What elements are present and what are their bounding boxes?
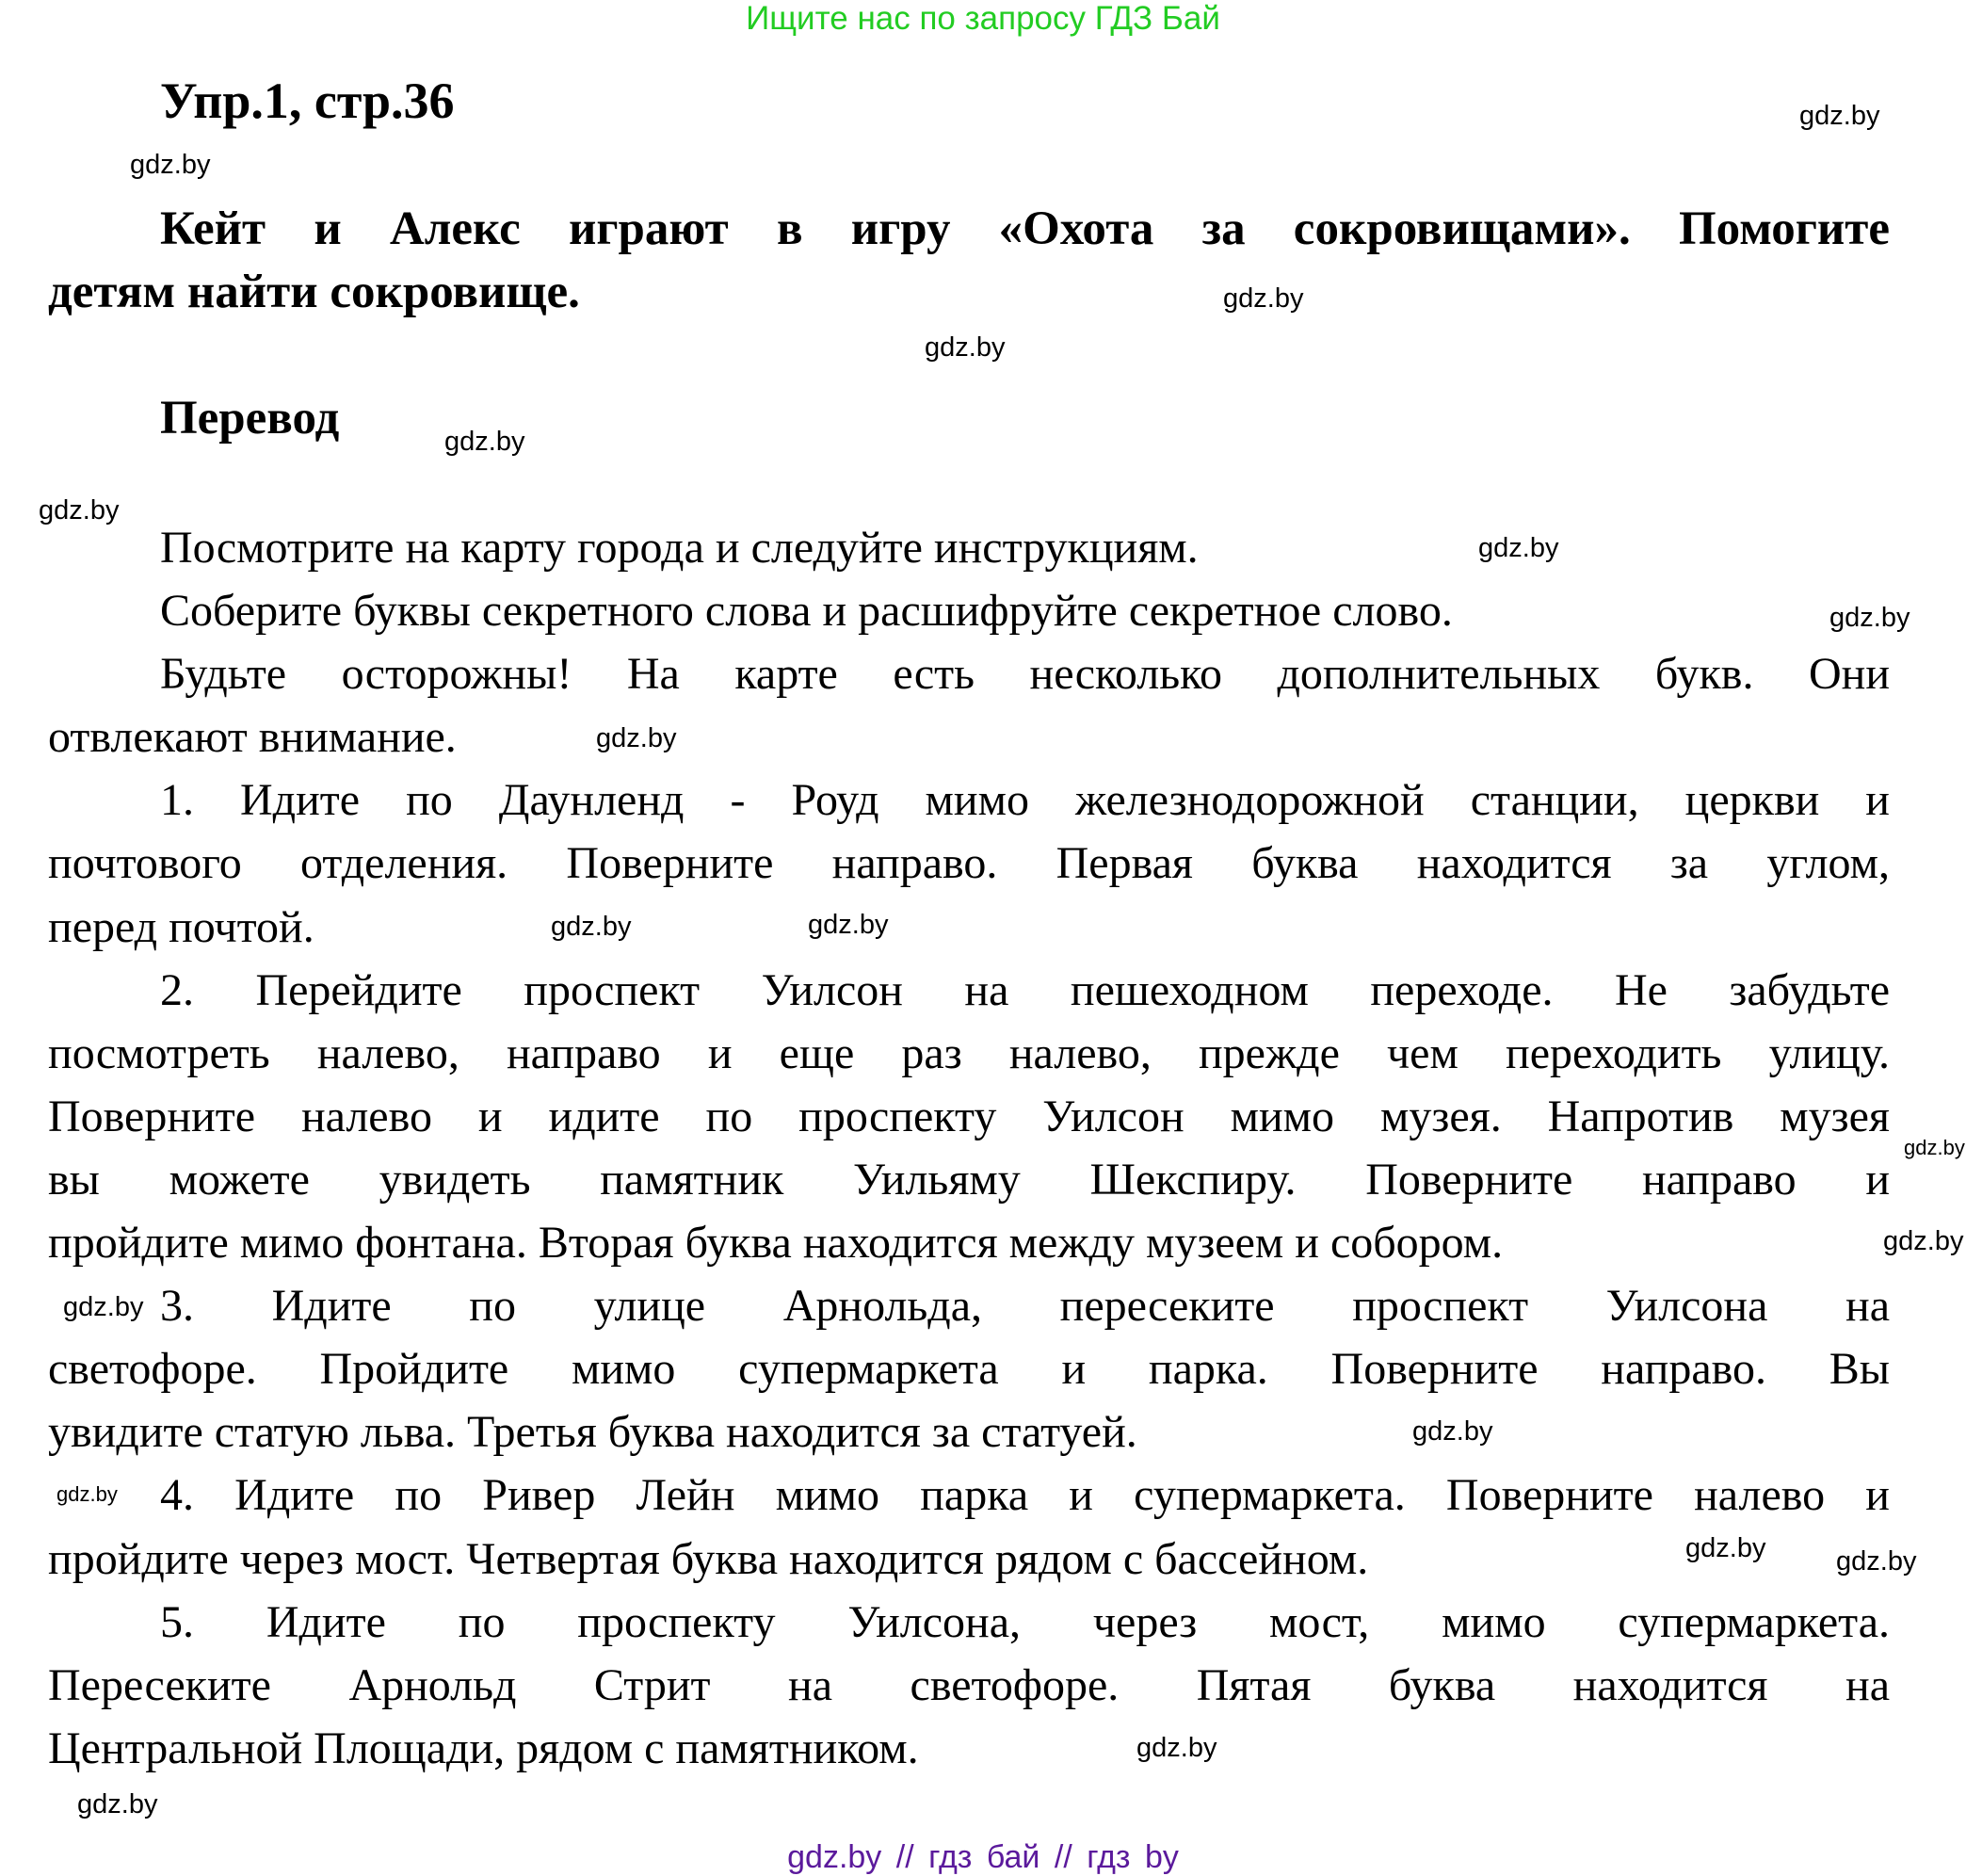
translation-heading: Перевод (160, 392, 340, 445)
watermark: gdz.by (1829, 603, 1910, 633)
translation-body (48, 516, 1890, 1780)
watermark: gdz.by (551, 912, 632, 942)
paragraph-line: Центральной Площади, рядом с памятником. (48, 1722, 919, 1773)
watermark: gdz.by (1412, 1416, 1493, 1447)
paragraph-line: увидите статую льва. Третья буква находится за статуей. (48, 1407, 1137, 1458)
paragraph-line: 2. Перейдите проспект Уилсон на пешеходном переходе. Не забудьте (160, 964, 1890, 1015)
watermark: gdz.by (596, 723, 677, 753)
task-statement (48, 198, 1890, 324)
paragraph-line: Поверните налево и идите по проспекту Уилсон мимо музея. Напротив музея (48, 1091, 1890, 1141)
paragraph-line: отвлекают внимание. (48, 712, 457, 763)
paragraph-line: Пересеките Арнольд Стрит на светофоре. Пятая буква находится на (48, 1659, 1890, 1710)
paragraph-line: светофоре. Пройдите мимо супермаркета и парка. Поверните направо. Вы (48, 1344, 1890, 1395)
watermark: gdz.by (77, 1789, 158, 1819)
paragraph-line: 1. Идите по Даунленд - Роуд мимо железнодорожной станции, церкви и (160, 775, 1890, 826)
watermark: gdz.by (1136, 1733, 1217, 1763)
paragraph-line: посмотреть налево, направо и еще раз налево, прежде чем переходить улицу. (48, 1027, 1890, 1078)
exercise-title: Упр.1, стр.36 (160, 73, 455, 129)
paragraph-line: вы можете увидеть памятник Уильяму Шекспиру. Поверните направо и (48, 1154, 1890, 1205)
paragraph-line: Посмотрите на карту города и следуйте инструкциям. (160, 523, 1199, 573)
paragraph-line: Будьте осторожны! На карте есть несколько дополнительных букв. Они (160, 649, 1890, 700)
watermark: gdz.by (1685, 1533, 1766, 1563)
watermark: gdz.by (1904, 1136, 1965, 1159)
watermark: gdz.by (1836, 1546, 1917, 1577)
watermark: gdz.by (1223, 283, 1304, 314)
search-banner: Ищите нас по запросу ГДЗ Бай (746, 0, 1220, 37)
paragraph-line: почтового отделения. Поверните направо. Первая буква находится за углом, (48, 838, 1890, 889)
watermark: gdz.by (808, 910, 889, 940)
paragraph-line: 3. Идите по улице Арнольда, пересеките проспект Уилсона на (160, 1281, 1890, 1332)
watermark: gdz.by (1883, 1226, 1964, 1256)
paragraph-line: 5. Идите по проспекту Уилсона, через мост, мимо супермаркета. (160, 1596, 1890, 1647)
paragraph-line: Кейт и Алекс играют в игру «Охота за сокровищами». Помогите (160, 202, 1890, 255)
watermark: gdz.by (444, 427, 525, 457)
watermark: gdz.by (1478, 533, 1559, 563)
watermark: gdz.by (130, 150, 211, 180)
paragraph-line: Соберите буквы секретного слова и расшифруйте секретное слово. (160, 586, 1453, 637)
watermark: gdz.by (39, 495, 120, 526)
watermark: gdz.by (1799, 101, 1880, 131)
paragraph-line: перед почтой. (48, 901, 314, 952)
paragraph-line: детям найти сокровище. (48, 266, 580, 318)
watermark: gdz.by (56, 1482, 118, 1506)
paragraph-line: пройдите через мост. Четвертая буква находится рядом с бассейном. (48, 1533, 1369, 1584)
watermark: gdz.by (925, 332, 1006, 363)
paragraph-line: пройдите мимо фонтана. Вторая буква находится между музеем и собором. (48, 1218, 1504, 1269)
paragraph-line: 4. Идите по Ривер Лейн мимо парка и супермаркета. Поверните налево и (160, 1470, 1890, 1521)
footer-banner: gdz.by // гдз бай // гдз by (787, 1839, 1179, 1875)
watermark: gdz.by (63, 1292, 144, 1322)
